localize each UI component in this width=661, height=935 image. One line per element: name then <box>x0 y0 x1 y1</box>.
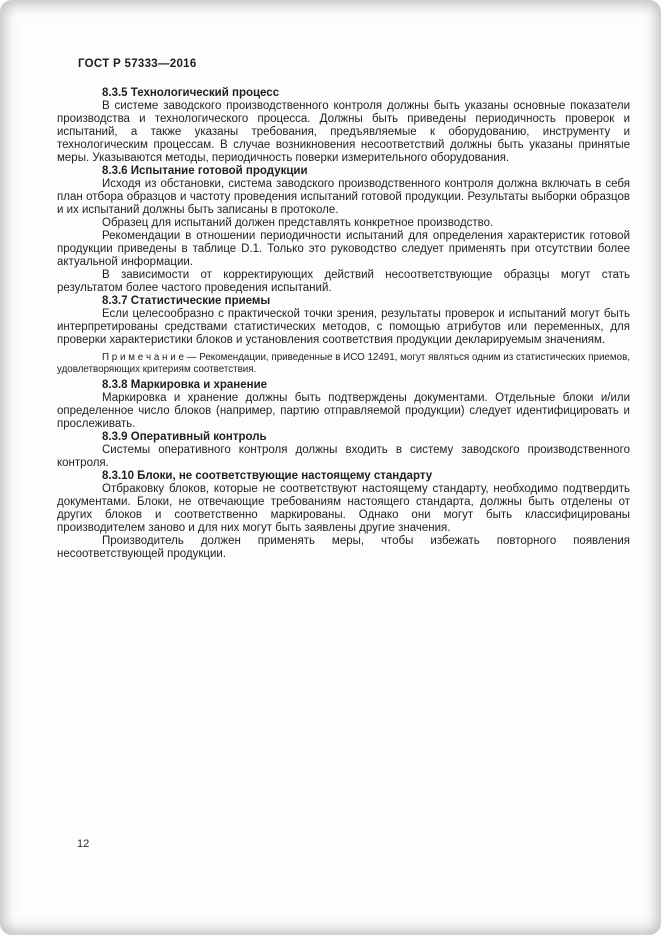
paragraph: Системы оперативного контроля должны входить в систему заводского производственного контроля. <box>57 444 630 470</box>
paragraph: Если целесообразно с практической точки зрения, результаты проверок и испытаний могут быть интерпретированы средствами статистических методов, с помощью атрибутов или переменных, для проверки характеристики блоков и установления соответствия продукции декларируемым значениям. <box>57 308 630 346</box>
paragraph: Исходя из обстановки, система заводского производственного контроля должна включать в себя план отбора образцов и частоту проведения испытаний готовой продукции. Результаты выборки образцов и их испытаний должны быть записаны в протоколе. <box>57 178 630 216</box>
paragraph: В зависимости от корректирующих действий несоответствующие образцы могут стать результатом более частого проведения испытаний. <box>57 269 630 294</box>
paragraph: Рекомендации в отношении периодичности испытаний для определения характеристик готовой продукции приведены в таблице D.1. Только это руководство следует применять при отсутствии более актуальной информации. <box>57 230 630 268</box>
paragraph: В системе заводского производственного контроля должны быть указаны основные показатели производства и технологического процесса. Должны быть приведены периодичность проверок и испытаний, а также указаны требования, предъявляемые к оборудованию, инструменту и технологическим процессам. В случае возникновения несоответствий должны быть указаны принятые меры. Указываются методы, периодичность поверки измерительного оборудования. <box>57 100 630 164</box>
section-heading-8-3-10: 8.3.10 Блоки, не соответствующие настоящему стандарту <box>102 470 433 483</box>
paragraph: Отбраковку блоков, которые не соответствуют настоящему стандарту, необходимо подтвердить документами. Блоки, не отвечающие требованиям настоящего стандарта, должны быть отделены от других блоков и соответственно маркированы. Однако они могут быть классифицированы производителем заново и для них могут быть заявлены другие значения. <box>57 483 630 535</box>
section-heading-8-3-5: 8.3.5 Технологический процесс <box>102 87 280 99</box>
standard-designation: ГОСТ Р 57333—2016 <box>78 58 197 70</box>
section-heading-8-3-6: 8.3.6 Испытание готовой продукции <box>102 165 308 177</box>
paragraph: Производитель должен применять меры, чтобы избежать повторного появления несоответствующей продукции. <box>57 535 630 561</box>
section-heading-8-3-8: 8.3.8 Маркировка и хранение <box>102 379 268 392</box>
paragraph: Маркировка и хранение должны быть подтверждены документами. Отдельные блоки и/или определенное число блоков (например, партию отправляемой продукции) следует идентифицировать и прослеживать. <box>57 392 630 431</box>
page-number: 12 <box>77 838 90 850</box>
note-paragraph: П р и м е ч а н и е — Рекомендации, приведенные в ИСО 12491, могут являться одним из статистических приемов, удовлетворяющих критериям соответствия. <box>57 352 630 375</box>
paragraph: Образец для испытаний должен представлять конкретное производство. <box>102 217 494 229</box>
document-body <box>57 87 630 561</box>
section-heading-8-3-7: 8.3.7 Статистические приемы <box>102 295 271 307</box>
section-heading-8-3-9: 8.3.9 Оперативный контроль <box>102 431 267 444</box>
